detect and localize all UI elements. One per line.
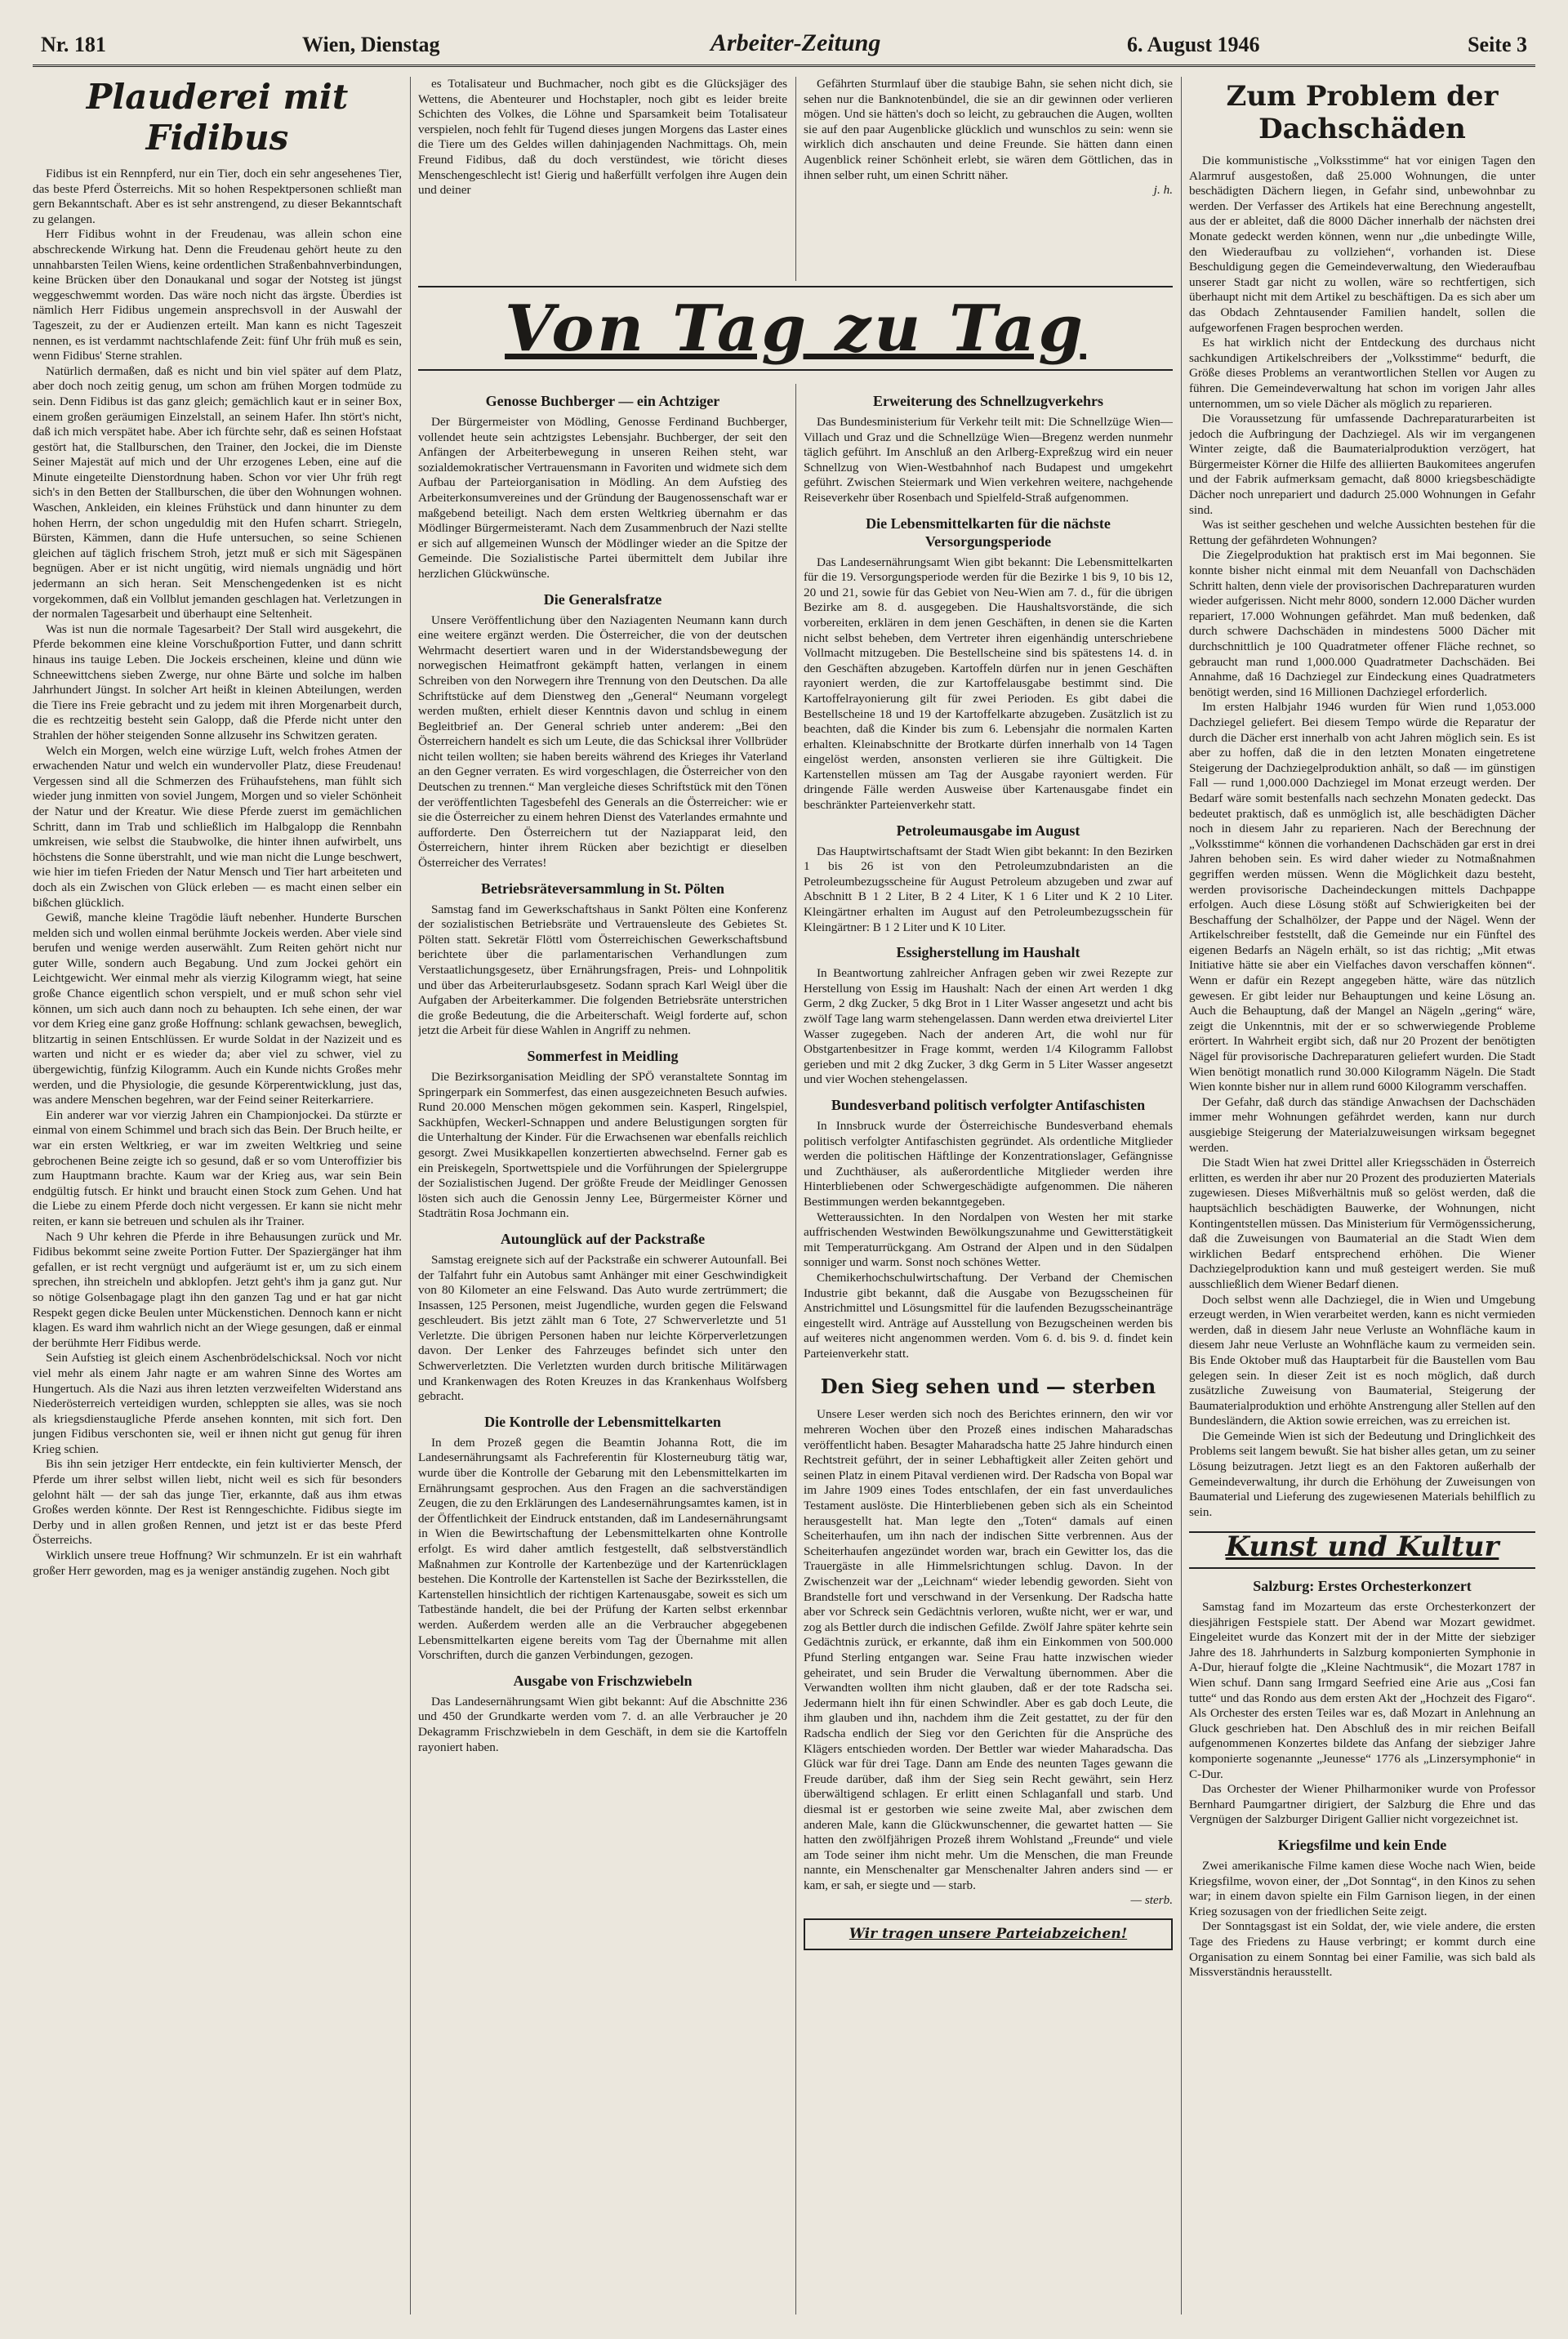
- paragraph: Natürlich dermaßen, daß es nicht und bin viel später auf dem Platz, aber doch noch zeitig genug, um schon am frühen Morgen todmüde zu sein. Denn Fidibus ist das ganz gleich; gemächlich kaut er in seiner Box, einem großen geräumigen Einzelstall, an seinem Hafer. Ihn stört's nicht, daß ich mich verspätet habe. Aber ich fürchte sehr, daß es seinen Hofstaat gestört hat, die Stallburschen, den Trainer, den Jockei, die im Dienste Seiner Majestät auf mich und der Uhr erzogenes Leben, eine auf die Minute eingeteilte Dienstordnung haben. Schon vor vier Uhr früh regt sich's in den Betten der Stallburschen, die über den Wohnungen wohnen. Waschen, Ankleiden, ein kleines Frühstück und dann hinunter zu dem hohen Herrn, der schon ungeduldig mit den Hufen scharrt. Striegeln, Bürsten, Kämmen, dann die Hufe untersuchen, so seine Schienen gleichen auf täglich frischem Stroh, jetzt muß er sich mit Sägespänen begnügen. Aber er ist nicht ungütig, wird niemals ungnädig und hört jedermann an sich heran. Seit Menschengedenken ist es nicht vorgekommen, daß ein Vollblut jemanden geschlagen hat. Verletzungen in der normalen Tagesarbeit und überhaupt eine Seltenheit.: [33, 363, 402, 622]
- article-headline: Ausgabe von Frischzwiebeln: [513, 1672, 693, 1689]
- paragraph: Das Orchester der Wiener Philharmoniker wurde von Professor Bernhard Paumgartner dirigiert, der Salzburg die Ehre und das Vergnügen der Salzburger Dirigent Gallier nicht vorgezeichnet ist.: [1189, 1782, 1535, 1827]
- paragraph: Samstag fand im Mozarteum das erste Orchesterkonzert der diesjährigen Festspiele statt. Der Abend war Mozart gewidmet. Eingeleitet wurde das Konzert mit der in der Mitte der siebziger Jahre des 18. Jahrhunderts in Salzburg komponierten Symphonie in A-Dur, hierauf folgte die „Kleine Nachtmusik“, die Mozart 1787 in Wien schuf. Dann sang Irmgard Seefried eine Arie aus „Cosi fan tutte“ und das Rondo aus dem ersten Akt der „Hochzeit des Figaro“. Als Orchester des ersten Teiles war es, daß Mozart in Anlehnung an Gluck geschrieben hat. Den Abschluß des in mir reichen Beifall aufgenommenen Konzertes bildete das Anfang der siebziger Jahre komponierte sogenannte „Jeunesse“ 1776 als „Linzersymphonie“ in C-Dur.: [1189, 1600, 1535, 1781]
- paragraph: In Innsbruck wurde der Österreichische Bundesverband ehemals politisch verfolgter Antifaschisten gegründet. Als ordentliche Mitglieder werden die politischen Häftlinge der Konzentrationslager, Gefängnisse und Zuchthäuser, als außerordentliche Mitglieder werden ihre Hinterbliebenen oder Schwergeschädigte aufgenommen. Die näheren Bestimmungen werden bekanntgegeben.: [804, 1118, 1173, 1209]
- paragraph: Das Landesernährungsamt Wien gibt bekannt: Auf die Abschnitte 236 und 450 der Grundkarte werden vom 7. d. an alle Verbraucher je 20 Dekagramm Frischzwiebeln in dem Geschäft, in dem sie die Kartoffeln rayoniert haben.: [418, 1694, 787, 1754]
- paragraph: Samstag fand im Gewerkschaftshaus in Sankt Pölten eine Konferenz der sozialistischen Betriebsräte und Vertrauensleute des Gebietes St. Pölten statt. Sekretär Flöttl vom Österreichischen Gewerkschaftsbund berichtete über die parlamentarischen Verhandlungen zum Verstaatlichungsgesetz, über Ernährungsfragen, Preis- und Lohnpolitik und über das Arbeiterurlaubsgesetz. Sodann sprach Karl Weigl über die Aufgaben der Arbeiterkammer. Die folgenden Betriebsräte unterstrichen die große Bedeutung, die die Arbeiterschaft. Weigl forderte auf, schon jetzt die Arbeit für diese Wahlen in Angriff zu nehmen.: [418, 902, 787, 1038]
- paragraph: Unsere Leser werden sich noch des Berichtes erinnern, den wir vor mehreren Wochen über den Prozeß eines indischen Maharadschas veröffentlicht haben. Besagter Maharadscha hatte 25 Jahre hindurch einen Rechtstreit geführt, der in seiner Lebhaftigkeit aller Zeiten gehört und seinen Platz in einem Pitaval verdienen wird. Der Radscha von Bopal war im Jahre 1909 eines Todes entschlafen, der ein fast unverdauliches Testament auslöste. Die Hinterbliebenen geben sich als ein Scheintod herausgestellt hat. Man legte den „Toten“ damals auf einen Scheiterhaufen, um ihn nach der indischen Sitte verbrennen. Aus der Scheiterhaufen angezündet worden war, brach ein Gewitter los, das die Trauergäste in alle Himmelsrichtungen schlug. Davon. In der Zwischenzeit war der „Leichnam“ wieder lebendig geworden. Sieht von Brandstelle fort und verschwand in der Versenkung. Der Radscha hatte aber vor Schreck sein Gedächtnis verloren, wußte nicht, wer er war, und zog als Bettler durch die indischen Gefilde. Zwölf Jahre später kehrte sein Gedächtnis zurück, er erkannte, daß ihm ein Einkommen von 500.000 Pfund Sterling entgangen war. Seine Frau hatte inzwischen wieder geheiratet, und sein Bruder die Verwaltung übernommen. Aber die Verwandten wollten ihm nicht glauben, daß er der tote Radscha sei. Jedermann hielt ihn für einen Schwindler. Aber es gab doch Leute, die ihm glauben und ihn, nachdem ihm die Zeit gestattet, zu der für den Radscha endlich der Sieg vor den Gerichten für die Ansprüche des Klägers entschieden worden. Der Bettler war wieder Maharadscha. Das Glück war für drei Tage. Dann am Ende des neunten Tages gewann die Freude darüber, daß ihm der Sieg sein Recht gewährt, sein Herz überwältigend schlagen. Er erlitt einen Schlaganfall und starb. Und diesmal ist er gestorben wie seine zweite Mal, aber zwischen dem anderen Male, kann die Glückwunschenner, die gewartet hatten — Sie hatten den zwölfjährigen Prozeß ihrem Wohlstand „Freunde“ und viele am Tode seiner ihm nicht mehr. Um die Menschen, die man Freunde nannte, ein Menschenalter gar Menschenalter Jahren anders sind — er kam, er sah, er siegte und — starb.: [804, 1407, 1173, 1892]
- paragraph: Die Ziegelproduktion hat praktisch erst im Mai begonnen. Sie konnte bisher nicht einmal mit dem Neuanfall von Dachschäden Schritt halten, denn viele der provisorischen Dachreparaturen wurden wieder aufgerissen. Nicht mehr 8000, sondern 12.000 Dächer wurden repariert, 17.000 Wohnungen gefährdet. Man muß bedenken, daß durch schwere Dachschäden in mindestens 5000 Dächer mit durchschnittlich je 100 Quadratmeter offener Fläche rechnet, so gebraucht man rund 1,000.000 Quadratmeter Dachschäden. Bei Annahme, daß 16 Dachziegel zur Eindeckung eines Quadratmeters benötigt werden, sind 16 Millionen Dachziegel erforderlich.: [1189, 548, 1535, 699]
- article-body: [1189, 154, 1535, 1520]
- paragraph: Die Bezirksorganisation Meidling der SPÖ veranstaltete Sonntag im Springerpark ein Sommerfest, das einen ausgezeichneten Besuch aufwies. Rund 20.000 Menschen mögen gekommen sein. Kasperl, Ringelspiel, Sackhüpfen, Weckerl-Schnappen und andere Belustigungen sorgten für die Unterhaltung der Kinder. Für die Erwachsenen war ebenfalls reichlich gesorgt. Zwei Musikkapellen konzertierten abwechselnd. Ferner gab es ein Preiskegeln, Sportwettspiele und die Vorführungen der Spielergruppe der Sozialistischen Jugend. Der größte Freude der Meidlinger Genossen lösten sich auch die Genossin Jenny Lee, Bürgermeister Körner und Stadträtin Rosa Jochmann ein.: [418, 1069, 787, 1221]
- paragraph: In Beantwortung zahlreicher Anfragen geben wir zwei Rezepte zur Herstellung von Essig im Haushalt: Nach der einen Art werden 1 dkg Germ, 2 dkg Zucker, 5 dkg Brot in 1 Liter Wasser angesetzt und acht bis zwölf Tage lang warm stehengelassen. Dann werden etwa dreiviertel Liter Wasser zugegeben. Nach der anderen Art, die wohl nur für Obstgartenbesitzer in Frage kommt, werden 1/4 Kilogramm Fallobst gerieben und mit 2 dkg Zucker, 3 dkg Germ in 5 Liter Wasser angesetzt und vier Wochen stehengelassen.: [804, 966, 1173, 1087]
- article-headline: Die Generalsfratze: [543, 590, 662, 608]
- paragraph: Die Stadt Wien hat zwei Drittel aller Kriegsschäden in Österreich erlitten, es werden ihr aber nur 20 Prozent des produzierten Materials zugewiesen. Dieses Mißverhältnis muß so gelöst werden, daß die hauptsächlich beschädigten Bauwerke, der Wohnungen, nicht Kontingentstellen müssen. Das Ministerium für Vermögenssicherung, daß die Zuweisungen von Baumaterial an die Stadt Wien dem wirklichen Bedarf entsprechend erhöhen. Die Wiener Dachziegelproduktion kann und muß gesteigert werden. Sie muß ausschließlich dem Wiener Bedarf dienen.: [1189, 1156, 1535, 1291]
- paragraph: Die kommunistische „Volksstimme“ hat vor einigen Tagen den Alarmruf ausgestoßen, daß 25.000 Wohnungen, die unter beschädigten Dächern liegen, in Gefahr sind, unbewohnbar zu werden. Der Verfasser des Artikels hat eine Berechnung angestellt, aus der er ableitet, daß die 8000 Dächer innerhalb der nächsten drei Monate gedeckt werden können, wenn nur „die unbedingte Wille, den Wiederaufbau zu vollziehen“, vorhanden ist. Diese Beschuldigung gegen die Gemeindeverwaltung, den Wiederaufbau unserer Stadt gar nicht zu wollen, wäre so rechtfertigen, sich überhaupt nicht mit dem Artikel zu beschäftigen. Da es sich aber um das Obdach Zehntausender Familien handelt, sollen die aufgeworfenen Fragen besprochen werden.: [1189, 154, 1535, 335]
- news-column-2: [418, 384, 787, 2314]
- column-rule: [795, 77, 796, 281]
- article-headline: Plauderei mit Fidibus: [86, 77, 349, 158]
- section-banner-title: Von Tag zu Tag: [505, 291, 1086, 366]
- newspaper-page: [33, 25, 1535, 2319]
- article-continuation: [804, 77, 1173, 281]
- article-headline: Kriegsfilme und kein Ende: [1277, 1836, 1447, 1853]
- column-rule: [1181, 77, 1182, 2314]
- page-number: Seite 3: [1468, 33, 1527, 56]
- paragraph: es Totalisateur und Buchmacher, noch gibt es die Glücksjäger des Wettens, die Abenteurer und Hochstapler, noch gibt es leider breite Schichten des Volkes, die Löhne und Sparsamkeit beim Totalisateur verspielen, noch fehlt für Tugend dieses jungen Morgens das Laster eines die Tiere um des Geldes willen dahinjagenden Nachmittags. Oh, mein Freund Fidibus, daß du doch verstündest, wie töricht dieses Menschengeschlecht ist! Gierig und haßerfüllt verfolgen ihre Augen dein und deiner: [418, 77, 787, 198]
- section-banner: [418, 286, 1173, 371]
- news-column-3: [804, 384, 1173, 2314]
- paragraph: Zwei amerikanische Filme kamen diese Woche nach Wien, beide Kriegsfilme, wovon einer, der „Dot Sonntag“, in den Kinos zu sehen war; in einem davon spielte ein Film Garnison liegen, in der einen Krieg sozusagen von der friedlichen Seite zeigt.: [1189, 1858, 1535, 1918]
- paragraph: Wetteraussichten. In den Nordalpen von Westen her mit starke auffrischenden Westwinden Bewölkungszunahme und Gewitterstätigkeit mit Temperaturrückgang. Am Ostrand der Alpen und in den Südalpen sonniger und warm. Sonst noch schönes Wetter.: [804, 1210, 1173, 1270]
- paragraph: Chemikerhochschulwirtschaftung. Der Verband der Chemischen Industrie gibt bekannt, daß die Ausgabe von Bezugsscheinen für Anstrichmittel und Lösungsmittel für die laufenden Bezugsscheinanträge eingestellt wird. Anträge auf Ausstellung von Bezugscheinen werden bis auf weiteres nicht angenommen werden. Vom 6. d. bis 9. d. findet kein Parteienverkehr statt.: [804, 1270, 1173, 1361]
- paragraph: Fidibus ist ein Rennpferd, nur ein Tier, doch ein sehr angesehenes Tier, das beste Pferd Österreichs. Mit so hohen Respektpersonen schließt man gern Bekanntschaft. Aber es ist sehr anstrengend, zu dieser Bekanntschaft zu gelangen.: [33, 167, 402, 226]
- page-header: [33, 25, 1535, 67]
- article-headline: Salzburg: Erstes Orchesterkonzert: [1253, 1578, 1472, 1595]
- paragraph: Welch ein Morgen, welch eine würzige Luft, welch frohes Atmen der erwachenden Natur und welch ein wundervoller Platz, diese Freudenau! Vergessen sind all die Schmerzen des Frühaufstehens, man fühlt sich wieder jung inmitten von soviel Jungem, Morgen und so vieler Schönheit der Natur und der Kreatur. Wie diese Pferde zuerst im gemächlichen Schritt, dann im Trab und schließlich im Halbgalopp die Rennbahn umkreisen, wie selbst die Staubwolke, die hinter ihnen aufwirbelt, uns höchstens die Sonne überstrahlt, und wie man nicht die Lunge beschwert, wie hier im tiefen Frieden der Natur Mensch und Tier hart arbeiteten und doch als ein Zwischen von Glück erleben — es macht einen selber ein bißchen glücklich.: [33, 743, 402, 910]
- paragraph: Wirklich unsere treue Hoffnung? Wir schmunzeln. Er ist ein wahrhaft großer Herr geworden, mag es ja weniger anständig zugehen. Noch gibt: [33, 1548, 402, 1578]
- issue-number: Nr. 181: [41, 33, 106, 56]
- paragraph: Der Sonntagsgast ist ein Soldat, der, wie viele andere, die ersten Tage des Friedens zu Hause verbringt; er kommt durch eine Organisation zu einem Sonntag bei einer Familie, was sich bald als Missverständnis herausstellt.: [1189, 1919, 1535, 1980]
- article-continuation: [418, 77, 787, 281]
- issue-date: 6. August 1946: [1127, 33, 1260, 56]
- kunst-articles: [1189, 1577, 1535, 1980]
- paragraph: Die Voraussetzung für umfassende Dachreparaturarbeiten ist jedoch die Aufbringung der Dachziegel. Als wir im vergangenen Winter zeigte, daß die Baumaterialproduktion verzögert, hat Bürgermeister Körner die Hilfe des alliierten Baukomitees angerufen und der Fabrik aufmerksam gemacht, daß 8000 kriegsbeschädigte Dächer noch unrepariert und dadurch 25.000 Wohnungen in Gefahr sind.: [1189, 412, 1535, 517]
- paragraph: Samstag ereignete sich auf der Packstraße ein schwerer Autounfall. Bei der Talfahrt fuhr ein Autobus samt Anhänger mit einer Geschwindigkeit von 80 Kilometer an eine Felswand. Das Auto wurde zertrümmert; die Insassen, 125 Personen, meist Jugendliche, wurden gegen die Felswand geschleudert. Bis jetzt zählt man 6 Tote, 27 Schwerverletzte und 51 Verletzte. Die übrigen Personen haben nur leichte Körperverletzungen davon. Der Lenker des Fahrzeuges befindet sich unter den Schwerverletzten. Die Verletzten wurden durch britische Militärwagen und Krankenwagen des Roten Kreuzes in das Krankenhaus Wolfsberg gebracht.: [418, 1252, 787, 1404]
- paragraph: Das Landesernährungsamt Wien gibt bekannt: Die Lebensmittelkarten für die 19. Versorgungsperiode werden für die Bezirke 1 bis 9, 10 bis 12, 20 und 21, sowie für das Gebiet von Neu-Wien am 7. d., für die übrigen Bezirke am 8. d. ausgegeben. Die Haushaltsvorstände, die sich vorbereiten, erklären in dem jenen Geschäften, in denen sie die Karten nicht selbst beheben, dem Vertreter ihren eigenhändig unterschriebene Vollmacht mitzugeben. Die Bestellscheine sind bis spätestens 14. d. in den Geschäften abzugeben. Kartoffeln dürfen nur in jenen Geschäften rayoniert werden, die zur Kartoffelausgabe bestimmt sind. Die Kartoffelrayonierung gilt für zwei Perioden. Es gibt dabei die Bestellscheine 18 und 19 der Kartoffelkarte abzugeben. Zusätzlich ist zu beachten, daß die Kinder bis zum 6. Lebensjahr die normalen Karten erhalten. Kleinabschnitte der Brotkarte dürfen innerhalb von 14 Tagen eingelöst werden, ansonsten verlieren sie ihre Gültigkeit. Die Kartenstellen müssen am Tag der Ausgabe rayoniert werden. Für dringende Fälle werden Ausweise über Kartenausgabe findet ein beschränkter Parteienverkehr statt.: [804, 555, 1173, 813]
- paragraph: Gefährten Sturmlauf über die staubige Bahn, sie sehen nicht dich, sie sehen nur die Banknotenbündel, die sie an dir gewinnen oder verlieren mögen. Und sie hätten's doch so leicht, zu gebrauchen die Augen, wollten sie auf den paar Augenblicke glücklich und wunschlos zu sein: wenn sie wirklich dich anschauten und deine Freunde. Sie hätten dann einen Augenblick reiner Schönheit erlebt, sie wären dem Göttlichen, das in ihnen selber ruht, um einen Schritt näher.: [804, 77, 1173, 182]
- article-headline: Bundesverband politisch verfolgter Antifaschisten: [831, 1096, 1146, 1113]
- author-sign: — sterb.: [1130, 1893, 1173, 1908]
- paragraph: Der Bürgermeister von Mödling, Genosse Ferdinand Buchberger, vollendet heute sein achtzigstes Lebensjahr. Buchberger, der seit den Anfängen der Arbeiterbewegung in unseren Reihen steht, war sozialdemokratischer Vertrauensmann in Favoriten und widmete sich dem Aufbau der Parteiorganisation in Mödling. An dem Aufstieg des Arbeiterkonsumvereines und der Gründung der Baugenossenschaft war er maßgebend beteiligt. Nach dem ersten Weltkrieg übernahm er das Mödlinger Bürgermeisteramt. Nach dem Zusammenbruch der Nazi stellte er sich auf allgemeinen Wunsch der Mödlinger wieder an die Spitze der Gemeinde. Die Sozialistische Partei übermittelt dem Jubilar ihre herzlichen Glückwünsche.: [418, 415, 787, 581]
- article-headline: Autounglück auf der Packstraße: [500, 1230, 706, 1247]
- newspaper-title: Arbeiter-Zeitung: [710, 29, 881, 56]
- paragraph: Nach 9 Uhr kehren die Pferde in ihre Behausungen zurück und Mr. Fidibus bekommt seine zweite Portion Futter. Der Spaziergänger hat ihm gefallen, er ist recht vergnügt und aufgeräumt ist er, um zu sich einem sprechen, ihn streicheln und abklopfen. Jetzt geht's ihm ja ganz gut. Nur so nötige Golsenbagage plagt ihn den ganzen Tag und er hat gar nicht Respekt gegen dicke Beulen unter Mückenstichen. Dennoch kann er nicht klagen. Es ward ihm wahrlich nicht an der Wiege gesungen, daß er einmal der berühmte Herr Fidibus werde.: [33, 1229, 402, 1350]
- column-rule: [795, 384, 796, 2314]
- article-headline: Zum Problem der Dachschäden: [1226, 80, 1499, 145]
- paragraph: Im ersten Halbjahr 1946 wurden für Wien rund 1,053.000 Dachziegel geliefert. Bei diesem Tempo würde die Reparatur der durch die Dächer erst innerhalb von acht Jahren möglich sein. Es ist aber zu hoffen, daß die in den letzten Monaten eingetretene Steigerung der Dachziegelproduktion anhält, so daß — im günstigen Fall — rund 1,000.000 Dachziegel im Monat erzeugt werden. Der Bedarf wäre somit bestenfalls nach sechzehn Monaten gedeckt. Das bedeutet praktisch, daß es unmöglich ist, alle beschädigten Dächer noch in diesem Jahr zu reparieren. Nach der Berechnung der „Volksstimme“ können die vorhandenen Dachschäden gar erst in drei Jahren behoben sein. Es wird daher wieder zu Notmaßnahmen gegriffen werden müssen. Wenn die Möglichkeit dazu besteht, werden provisorische Dacheindeckungen mittels Dachpappe erfolgen. Auch diese Lösung stößt auf Schwierigkeiten bei der Beschaffung der Schalhölzer, der Pappe und der Nägel. Wenn der Artikelschreiber feststellt, daß die Gemeinde nur ein Fünftel des eigenen Bedarfs an Nägeln erhält, so ist das richtig; „Mit etwas Initiative hätte sie aber ein Vielfaches davon verschaffen können“. Wenn er dafür ein Rezept angegeben hätte, wäre das nützlich gewesen. Er gibt leider nur Behauptungen und keine Lösung an. Auch die Behauptung, daß der Mangel an Nägeln „gering“ wäre, zeigt die Unkenntnis, mit der er so schwerwiegende Probleme erörtert. In Wahrheit ergibt sich, daß nur 20 Prozent der benötigten Nägel für provisorische Dachreparaturen geliefert wurden. Die Stadt Wien benötigt monatlich rund 30.000 Kilogramm Nägeln. Die Stadt Wien konnte bisher nur in allem rund 6000 Kilogramm verschaffen.: [1189, 700, 1535, 1094]
- author-sign: j. h.: [1153, 183, 1173, 198]
- paragraph: Das Hauptwirtschaftsamt der Stadt Wien gibt bekannt: In den Bezirken 1 bis 26 ist von den Petroleumzubndaristen an die Petroleumbezugsscheine für August Petroleum abzugeben und zwar auf Abschnitt B 1 2 Liter, B 2 4 Liter, K 1 6 Liter und K 2 10 Liter. Kleingärtner erhalten im August auf den Petroleumbezugsschein für Kleingärtner: B 1 2 Liter und K 10 Liter.: [804, 844, 1173, 934]
- article-headline: Die Kontrolle der Lebensmittelkarten: [484, 1413, 721, 1430]
- paragraph: Herr Fidibus wohnt in der Freudenau, was allein schon eine abschreckende Wirkung hat. Denn die Freudenau gehört heute zu den unnahbarsten Teilen Wiens, keine ordentlichen Straßenbahnverbindungen, keine Brücken über den Donaukanal und sogar der Notsteg ist jüngst weggeschwemmt worden. Das wäre noch nicht das ärgste. Überdies ist nämlich Herr Fidibus ungemein ansprechsvoll in der Auswahl der Tageszeit, zu der er Audienzen erteilt. Man kann es nicht Tageszeit nennen, es ist verdammt nachtschlafende Zeit: fünf Uhr früh muß es sein, wenn Fidibus' Sterne strahlen.: [33, 227, 402, 363]
- paragraph: Es hat wirklich nicht der Entdeckung des durchaus nicht sachkundigen Artikelschreibers der „Volksstimme“ bedurft, die Größe dieses Problems an verantwortlichen Stellen vor Augen zu führen. Die Gemeindeverwaltung hat schon im vorigen Jahr alles unternommen, um so viele Dächer als möglich zu reparieren.: [1189, 336, 1535, 411]
- paragraph: Ein anderer war vor vierzig Jahren ein Championjockei. Da stürzte er einmal von einem Schimmel und brach sich das Bein. Der Bruch heilte, er war ein ersten Weltkrieg, er war im zweiten Weltkrieg und seine gebrochenen Beine zeigte ich so gesund, daß er so vom Unteroffizier bis zum Hauptmann brachte. Kaum war der Krieg aus, war sein Bein endgültig futsch. Er hinkt und braucht einen Stock zum Gehen. Und hat die Liebe zu einem Pferde doch nicht vergessen. Er kann sie nicht mehr reiten, er kann sie betreuen und schulen als ihr Trainer.: [33, 1107, 402, 1228]
- article-headline: Essigherstellung im Haushalt: [896, 944, 1080, 961]
- paragraph: Gewiß, manche kleine Tragödie läuft nebenher. Hunderte Burschen melden sich und wollen einmal berühmte Jockeis werden. Aber viele sind berufen und wenige werden auserwählt. Zum Reiten gehört nicht nur guter Wille, sondern auch Begabung. Und zum Jockei gehört ein Leichtgewicht. Wer einmal mehr als vierzig Kilogramm wiegt, hat seine große Chance eigentlich schon verspielt, und er muß schon sehr viel können, um sich auch dann noch zu behaupten. Ich sehe einen, der war vor dem Krieg eine ganz große Hoffnung: schlank gewachsen, beweglich, blitzartig in seinen Entschlüssen. Er wurde Soldat in der Nazizeit und es warten und nicht er es wieder da; aber viel zu schwer, viel zu übergewichtig, fünfzig Kilogramm. Auch ein Kunde nichts Großes mehr werden, und die Physiologie, die gesunde Körperentwicklung, just das, was andere Menschen begehren, war der Feind seiner Reiterkarriere.: [33, 911, 402, 1107]
- paragraph: Der Gefahr, daß durch das ständige Anwachsen der Dachschäden immer mehr Wohnungen gefährdet werden, kann nur durch ausgiebige Steigerung der Materialzuweisungen wirksam begegnet werden.: [1189, 1094, 1535, 1155]
- article-headline: Die Lebensmittelkarten für die nächste Versorgungsperiode: [866, 515, 1111, 550]
- article-plauderei: [33, 77, 402, 2314]
- paragraph: Sein Aufstieg ist gleich einem Aschenbrödelschicksal. Noch vor nicht viel mehr als einem Jahr nagte er am wahren Sinne des Wortes am Hungertuch. Als die Nazi aus ihren letzten verzweifelten Widerstand ans Niederösterreich verteidigen wurden, schleppten sie alles, was sie noch als kriegsdienstaugliche Pferde ansehen konnten, mit sich fort. Den jungen Fidibus verschonten sie, weil er ihnen nicht gut genug für ihren Krieg schien.: [33, 1351, 402, 1456]
- place-day: Wien, Dienstag: [302, 33, 440, 56]
- section-kunst-title: Kunst und Kultur: [1225, 1530, 1499, 1564]
- party-badge-slogan: Wir tragen unsere Parteiabzeichen!: [804, 1918, 1173, 1950]
- article-body: [33, 167, 402, 1579]
- paragraph: Was ist nun die normale Tagesarbeit? Der Stall wird ausgekehrt, die Pferde bekommen eine kleine Vorschußportion Futter, und dann schritt hinaus ins tauige Leben. Die Jockeis erscheinen, kleine und dünn wie Schneewittchens sieben Zwerge, nur ohne Bärte und solche im halben Jahrhundert Jüngst. In solcher Art heißt in kleinen Abteilungen, werden die Tiere ins Freie gebracht und zu jedem mit ihren Morgenarbeit durch, die es rechtzeitig besteht sein Galopp, daß die Pferde nicht unter den Strahlen der höher steigenden Sonne allzusehr ins Schwitzen geraten.: [33, 622, 402, 742]
- paragraph: Das Bundesministerium für Verkehr teilt mit: Die Schnellzüge Wien—Villach und Graz und die Schnellzüge Wien—Bregenz werden nunmehr täglich geführt. Im Anschluß an den Arlberg-Expreßzug wird ein neuer Schnellzug von Wien-Westbahnhof nach Budapest und umgekehrt geführt. Zwischen Steiermark und Wien verkehren weitere, nachgehende Reiseverkehr über Rosenbach und Spielfeld-Straß aufgenommen.: [804, 415, 1173, 505]
- section-kunst: [1189, 1531, 1535, 1569]
- article-headline: Sommerfest in Meidling: [527, 1047, 679, 1064]
- paragraph: Was ist seither geschehen und welche Aussichten bestehen für die Rettung der gefährdeten Wohnungen?: [1189, 518, 1535, 547]
- article-headline: Genosse Buchberger — ein Achtziger: [485, 393, 720, 409]
- paragraph: In dem Prozeß gegen die Beamtin Johanna Rott, die im Landesernährungsamt als Fachreferentin für Klosterneuburg tätig war, wurde über die Kontrolle der Gebarung mit den Lebensmittelkarten im Ernährungsamt gesprochen. Aus den Fragen an die sachverständigen Zeugen, die zu den Erklärungen des Landesernährungsamtes kamen, ist in der Öffentlichkeit der Eindruck entstanden, daß im Landesernährungsamt in Wien die Bewirtschaftung der Lebensmittelkarten ohne Kontrolle erfolgt. Es wird daher amtlich festgestellt, daß selbstverständlich Maßnahmen zur Kontrolle der Kartenbezüge und der Kartenrücklagen bestehen. Die Kontrolle der Kartenstellen ist Sache der Bezirksstellen, die Kartenstellen hinsichtlich der richtigen Kartenausgabe, soweit es sich um Tatbestände handelt, die bei der Prüfung der Karten selbst erkennbar werden. Außerdem werden alle an die Verbraucher abgegebenen Lebensmittelkarten eigene bereits vom Tag der Übernahme mit allen Vorschriften, durch die ganzen Verbindungen, gezogen.: [418, 1435, 787, 1663]
- paragraph: Bis ihn sein jetziger Herr entdeckte, ein fein kultivierter Mensch, der Pferde um ihrer selbst willen liebt, nicht weil es sich für besonders gelohnt hält — der sah das junge Tier, erkannte, daß aus ihm etwas Großes werden könnte. Der Rest ist Renngeschichte. Fidibus siegte im Derby und in allen großen Rennen, und jetzt ist er das beste Pferd Österreichs.: [33, 1457, 402, 1548]
- article-headline: Petroleumausgabe im August: [896, 822, 1080, 839]
- column-rule: [410, 77, 411, 2314]
- article-headline: Den Sieg sehen und — sterben: [820, 1374, 1156, 1399]
- article-headline: Betriebsräteversammlung in St. Pölten: [481, 880, 724, 897]
- article-dachschaeden: [1189, 77, 1535, 2314]
- paragraph: Unsere Veröffentlichung über den Naziagenten Neumann kann durch eine weitere ergänzt werden. Die Österreicher, die von der deutschen Wehrmacht desertiert waren und in der Widerstandsbewegung der norwegischen Heimatfront gekämpft hatten, verlangen in einem Schreiben von den Norwegern ihre Trennung von den Deutschen. Da alle Schriftstücke auf dem Dienstweg den „General“ Neumann vorgelegt werden mußten, erhielt dieser Kenntnis davon und schlug in einem Begleitbrief an. Der General schrieb unter anderem: „Bei den Österreichern handelt es sich um Leute, die das Schicksal ihrer Vollbrüder nicht teilen wollten; sie haben bereits während des Krieges ihr Vaterland an den Gegner verraten. Es wird vorgeschlagen, die Österreicher von den Deutschen zu trennen.“ Man vergleiche dieses Schriftstück mit den Tönen der veröffentlichten Tagesbefehl des Generals an die Österreicher: wie er sie die Österreicher zu einem hehren Dienst des Vaterlandes ermahnte und aufforderte. Den Österreichern tut der Naziapparat leid, den Österreichern, hinter ihrem Rücken aber bezichtigt er dieselben Österreicher des Verrates!: [418, 613, 787, 871]
- paragraph: Die Gemeinde Wien ist sich der Bedeutung und Dringlichkeit des Problems seit langem bewußt. Sie hat bisher alles getan, um zu seiner Lösung beizutragen. Jetzt liegt es an den Faktoren außerhalb der Gemeindeverwaltung, ihr durch die Erhöhung der Zuweisungen von Baumaterial und Lieferung des zugewiesenen Materials behilflich zu sein.: [1189, 1428, 1535, 1519]
- article-headline: Erweiterung des Schnellzugverkehrs: [873, 393, 1103, 409]
- paragraph: Doch selbst wenn alle Dachziegel, die in Wien und Umgebung erzeugt werden, in Wien verarbeitet werden, kann es nicht vermieden werden, daß in diesem Jahr neue Verluste an Wohnfläche kaum in diesem Jahr neue Verluste an Wohnfläche kaum zu vermeiden sein. Bis Ende Oktober muß das Hauptarbeit für die Baustellen vom Bau gelegen sein. In dieser Zeit ist es noch möglich, daß durch zusätzliche Zuweisung von Baumaterial, Steigerung der Baumaterialproduktion und erhöhte Anstrengung aller Stellen auf den Bundesländern, die Aktion sowie erreichen, was zu erreichen ist.: [1189, 1292, 1535, 1428]
